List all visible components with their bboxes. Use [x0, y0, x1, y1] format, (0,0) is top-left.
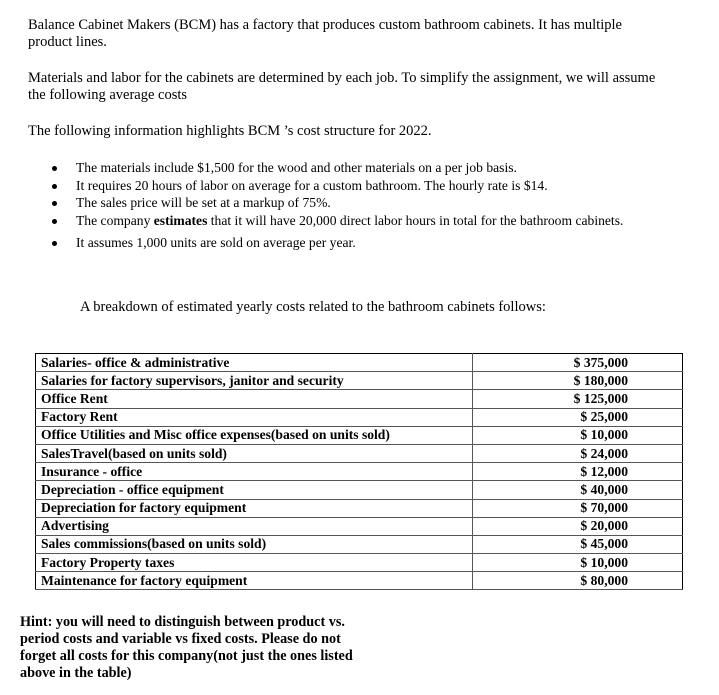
- table-row: [36, 535, 683, 553]
- cost-label: Depreciation for factory equipment: [36, 499, 473, 517]
- cost-amount: $ 24,000: [473, 444, 683, 462]
- cost-amount: $ 375,000: [473, 354, 683, 372]
- cost-amount: $ 80,000: [473, 572, 683, 590]
- cost-label: Factory Rent: [36, 408, 473, 426]
- cost-amount: $ 10,000: [473, 426, 683, 444]
- cost-table: [35, 353, 683, 590]
- cost-label: SalesTravel(based on units sold): [36, 444, 473, 462]
- table-row: [36, 499, 683, 517]
- cost-amount: $ 45,000: [473, 535, 683, 553]
- table-row: [36, 517, 683, 535]
- table-row: [36, 390, 683, 408]
- list-item: It requires 20 hours of labor on average for a custom bathroom. The hourly rate is $14.: [52, 177, 652, 195]
- table-row: [36, 463, 683, 481]
- cost-label: Maintenance for factory equipment: [36, 572, 473, 590]
- cost-amount: $ 125,000: [473, 390, 683, 408]
- table-row: [36, 354, 683, 372]
- cost-amount: $ 20,000: [473, 517, 683, 535]
- cost-label: Salaries- office & administrative: [36, 354, 473, 372]
- cost-structure-list: [52, 159, 652, 252]
- table-row: [36, 372, 683, 390]
- cost-label: Salaries for factory supervisors, janitor and security: [36, 372, 473, 390]
- cost-amount: $ 10,000: [473, 554, 683, 572]
- table-row: [36, 444, 683, 462]
- materials-note: Materials and labor for the cabinets are determined by each job. To simplify the assignment, we will assume the following average costs: [28, 70, 656, 103]
- cost-label: Insurance - office: [36, 463, 473, 481]
- list-item-text: that it will have 20,000 direct labor hours in total for the bathroom cabinets.: [207, 212, 624, 228]
- table-row: [36, 554, 683, 572]
- list-item: The sales price will be set at a markup of 75%.: [52, 194, 652, 212]
- list-item: It assumes 1,000 units are sold on average per year.: [52, 234, 652, 252]
- table-row: [36, 481, 683, 499]
- hint-note: Hint: you will need to distinguish between product vs. period costs and variable vs fixed costs. Please do not forget all costs for this company(not just the ones listed above in the table): [20, 614, 353, 681]
- table-row: [36, 426, 683, 444]
- cost-amount: $ 40,000: [473, 481, 683, 499]
- info-heading: The following information highlights BCM ’s cost structure for 2022.: [28, 123, 432, 139]
- cost-amount: $ 12,000: [473, 463, 683, 481]
- list-item: The materials include $1,500 for the wood and other materials on a per job basis.: [52, 159, 652, 177]
- table-row: [36, 408, 683, 426]
- cost-amount: $ 70,000: [473, 499, 683, 517]
- list-item: [52, 212, 652, 230]
- cost-label: Factory Property taxes: [36, 554, 473, 572]
- intro-paragraph: Balance Cabinet Makers (BCM) has a factory that produces custom bathroom cabinets. It has multiple product lines.: [28, 17, 622, 50]
- cost-label: Office Rent: [36, 390, 473, 408]
- cost-label: Sales commissions(based on units sold): [36, 535, 473, 553]
- cost-amount: $ 25,000: [473, 408, 683, 426]
- list-item-emphasis: estimates: [153, 212, 208, 228]
- breakdown-heading: A breakdown of estimated yearly costs related to the bathroom cabinets follows:: [80, 298, 546, 315]
- list-item-text: The company: [76, 212, 154, 228]
- table-row: [36, 572, 683, 590]
- cost-label: Office Utilities and Misc office expenses(based on units sold): [36, 426, 473, 444]
- cost-label: Depreciation - office equipment: [36, 481, 473, 499]
- cost-label: Advertising: [36, 517, 473, 535]
- cost-amount: $ 180,000: [473, 372, 683, 390]
